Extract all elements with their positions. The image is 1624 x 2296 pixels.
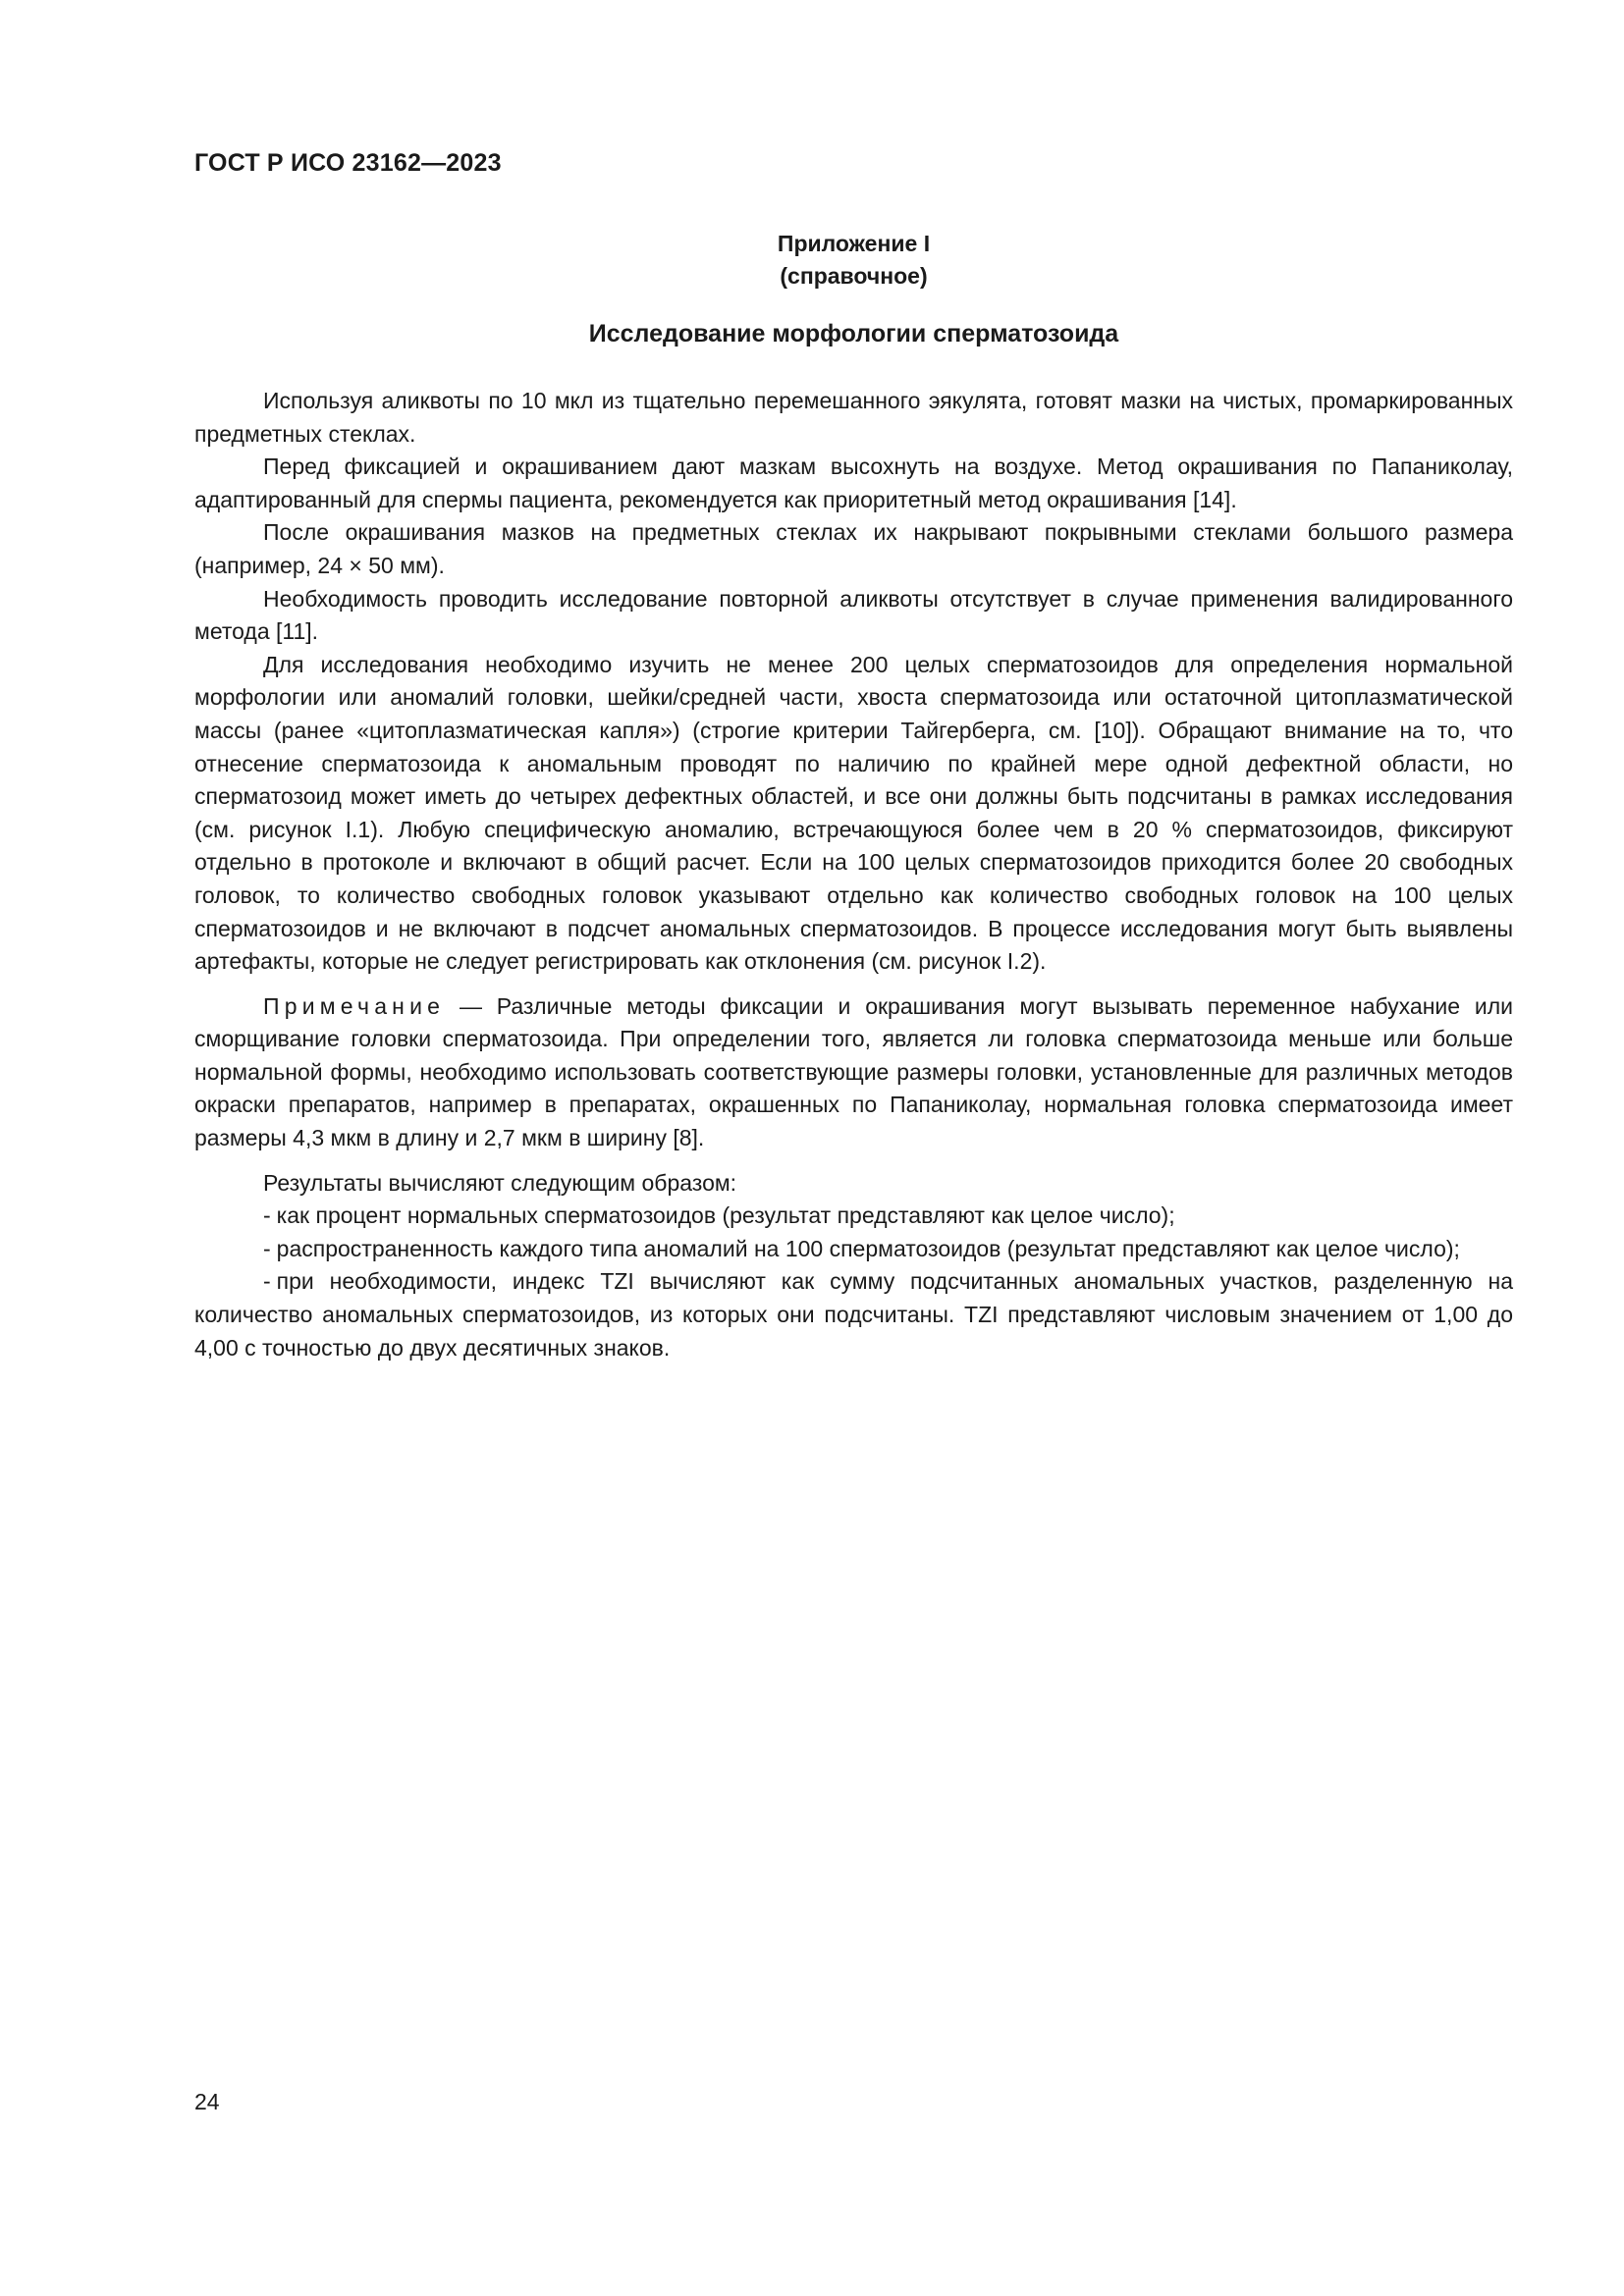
note-text: — Различные методы фиксации и окрашивания могут вызывать переменное набухание или сморщивание головки сперматозоида. При определении того, является ли головка сперматозоида меньше или больше нормальной формы, необходимо использовать соответствующие размеры головки, установленные для различных методов окраски препаратов, например в препаратах, окрашенных по Папаниколау, нормальная головка сперматозоида имеет размеры 4,3 мкм в длину и 2,7 мкм в ширину [8]. [194,992,1513,1151]
note-label: Примечание [263,992,446,1019]
note [194,990,1513,1155]
list-item [194,1265,1513,1364]
list-item-text: при необходимости, индекс TZI вычисляют как сумму подсчитанных аномальных участков, разделенную на количество аномальных сперматозоидов, из которых они подсчитаны. TZI представляют числовым значением от 1,00 до 4,00 с точностью до двух десятичных знаков. [194,1268,1513,1361]
list-item-text: распространенность каждого типа аномалий на 100 сперматозоидов (результат представляют как целое число); [276,1235,1460,1261]
list-dash: - [263,1235,271,1261]
list-dash: - [263,1202,271,1229]
paragraph: Перед фиксацией и окрашиванием дают мазкам высохнуть на воздухе. Метод окрашивания по Папаниколау, адаптированный для спермы пациента, рекомендуется как приоритетный метод окрашивания [14]. [194,454,1513,512]
annex-title: Приложение I [777,231,931,256]
results-intro: Результаты вычисляют следующим образом: [263,1169,737,1196]
document-code: ГОСТ Р ИСО 23162—2023 [194,149,502,177]
paragraph: После окрашивания мазков на предметных стеклах их накрывают покрывными стеклами большого размера (например, 24 × 50 мм). [194,519,1513,578]
paragraph: Необходимость проводить исследование повторной аликвоты отсутствует в случае применения валидированного метода [11]. [194,585,1513,645]
paragraph: Для исследования необходимо изучить не менее 200 целых сперматозоидов для определения нормальной морфологии или аномалий головки, шейки/средней части, хвоста сперматозоида или остаточной цитоплазматической массы (ранее «цитоплазматическая капля») (строгие критерии Тайгерберга, см. [10]). Обращают внимание на то, что отнесение сперматозоида к аномальным проводят по наличию по крайней мере одной дефектной области, но сперматозоид может иметь до четырех дефектных областей, и все они должны быть подсчитаны в рамках исследования (см. рисунок I.1). Любую специфическую аномалию, встречающуюся более чем в 20 % сперматозоидов, фиксируют отдельно в протоколе и включают в общий расчет. Если на 100 целых сперматозоидов приходится более 20 свободных головок, то количество свободных головок указывают отдельно как количество свободных головок на 100 целых сперматозоидов и не включают в подсчет аномальных сперматозоидов. В процессе исследования могут быть выявлены артефакты, которые не следует регистрировать как отклонения (см. рисунок I.2). [194,651,1513,975]
list-item [194,1200,1513,1233]
paragraph: Используя аликвоты по 10 мкл из тщательно перемешанного эякулята, готовят мазки на чистых, промаркированных предметных стеклах. [194,388,1513,447]
list-item-text: как процент нормальных сперматозоидов (результат представляют как целое число); [276,1202,1175,1229]
section-title: Исследование морфологии сперматозоида [588,320,1119,347]
annex-heading [194,228,1513,293]
annex-type: (справочное) [780,263,928,289]
body-text [194,385,1513,1364]
page-number: 24 [194,2089,220,2114]
list-dash: - [263,1268,271,1295]
list-item [194,1233,1513,1266]
